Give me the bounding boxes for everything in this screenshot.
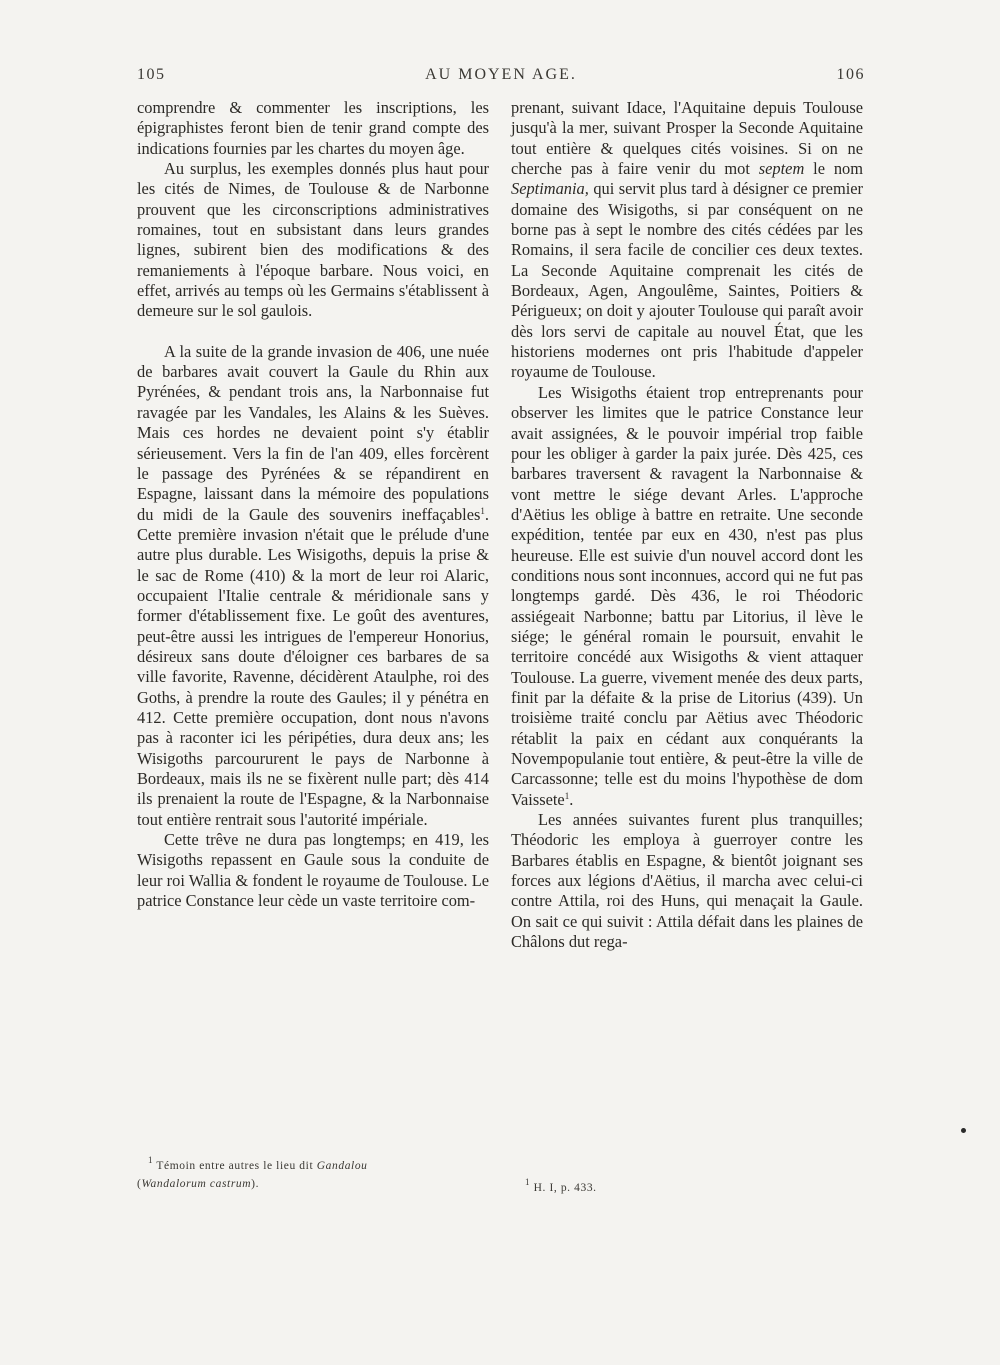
footnote-marker: 1 <box>525 1177 531 1187</box>
paragraph <box>137 342 489 830</box>
running-header <box>137 66 865 90</box>
ink-speck <box>961 1128 966 1133</box>
paragraph-text: Les Wisigoths étaient trop entreprenants pour observer les limites que le patrice Constance leur avait assignées, & le pouvoir impérial trop faible pour les obliger à garder la paix jurée. Dès 425, ces barbares traversent & ravagent la Narbonnaise & vont mettre le siége devant Arles. L'approche d'Aëtius les oblige à battre en retraite. Une seconde expédition, tentée par eux en 430, n'est pas plus heureuse. Elle est suivie d'un nouvel accord dont les conditions nous sont inconnues, accord qui ne fut pas longtemps gardé. Dès 436, le roi Théodoric assiégeait Narbonne; battu par Litorius, il lève le siége; le général romain le poursuit, envahit le territoire concédé aux Wisigoths & vient attaquer Toulouse. La guerre, vivement menée des deux parts, finit par la défaite & la prise de Litorius (439). Un troisième traité conclu par Aëtius avec Théodoric rétablit la paix en cédant aux conquérants la Novempopulanie tout entière, & peut-être la ville de Carcassonne; telle est du moins l'hypothèse de dom Vaissete <box>511 382 863 809</box>
page-number-left: 105 <box>137 66 166 83</box>
footnote-marker: 1 <box>148 1155 154 1165</box>
right-column <box>511 98 863 952</box>
paragraph: comprendre & commenter les inscriptions, les épigraphistes feront bien de tenir grand compte des indications fournies par les chartes du moyen âge. <box>137 98 489 158</box>
footnote-text: H. I, p. 433. <box>530 1182 597 1194</box>
footnote-marker: 1 <box>480 505 485 516</box>
paragraph <box>511 98 863 383</box>
paragraph-text: prenant, suivant Idace, l'Aquitaine depuis Toulouse jusqu'à la mer, suivant Prosper la Seconde Aquitaine tout entière & quelques cités voisines. Si on ne cherche pas à faire venir du mot <box>511 98 863 179</box>
italic-term: Septimania, <box>511 179 589 199</box>
footnote-italic: Wandalorum castrum <box>141 1178 252 1190</box>
footnote-right <box>525 1179 865 1197</box>
paragraph: Les années suivantes furent plus tranquilles; Théodoric les employa à guerroyer contre les Barbares établis en Espagne, & bientôt joignant ses forces aux légions d'Aëtius, il marcha avec celui-ci contre Attila, roi des Huns, qui menaçait la Gaule. On sait ce qui suivit : Attila défait dans les plaines de Châlons dut rega- <box>511 810 863 952</box>
paragraph-text: A la suite de la grande invasion de 406, une nuée de barbares avait couvert la Gaule du Rhin aux Pyrénées, & pendant trois ans, la Narbonnaise fut ravagée par les Vandales, les Alains & les Suèves. Mais ces hordes ne devaient point s'y établir sérieusement. Vers la fin de l'an 409, elles forcèrent le passage des Pyrénées & se répandirent en Espagne, laissant dans la mémoire des populations du midi de la Gaule des souvenirs ineffaçables <box>137 341 489 524</box>
paragraph <box>511 383 863 810</box>
paragraph-text: le nom <box>804 159 863 179</box>
footnote-paren: ). <box>251 1178 260 1190</box>
paragraph-text: qui servit plus tard à désigner ce premier domaine des Wisigoths, si par conséquent on ne borne pas à sept le nombre des cités cédées par les Romains, il sera facile de concilier ces deux textes. La Seconde Aquitaine comprenait les cités de Bordeaux, Agen, Angoulême, Saintes, Poitiers & Périgueux; on doit y ajouter Toulouse qui paraît avoir dès lors servi de capitale au nouvel État, que les historiens modernes ont pris l'habitude d'appeler royaume de Toulouse. <box>511 179 863 382</box>
italic-term: septem <box>758 159 805 179</box>
footnote-marker: 1 <box>564 790 570 801</box>
footnote-italic: Gandalou <box>316 1160 368 1172</box>
paragraph-text: . <box>569 789 574 809</box>
paragraph: Cette trêve ne dura pas longtemps; en 419, les Wisigoths repassent en Gaule sous la conduite de leur roi Wallia & fondent le royaume de Toulouse. Le patrice Constance leur cède un vaste territoire com- <box>137 830 489 911</box>
running-title: AU MOYEN AGE. <box>425 66 577 83</box>
left-column <box>137 98 489 911</box>
footnote-left <box>137 1155 493 1193</box>
paragraph: Au surplus, les exemples donnés plus haut pour les cités de Nimes, de Toulouse & de Narbonne prouvent que les circonscriptions administratives romaines, tout en subsistant dans leurs grandes lignes, subirent bien des modifications & des remaniements à l'époque barbare. Nous voici, en effet, arrivés au temps où les Germains s'établissent à demeure sur le sol gaulois. <box>137 159 489 321</box>
footnote-text: Témoin entre autres le lieu dit <box>153 1160 317 1172</box>
page-number-right: 106 <box>836 66 865 83</box>
paragraph-text: . Cette première invasion n'était que le prélude d'une autre plus durable. Les Wisigoths, depuis la prise & le sac de Rome (410) & la mort de leur roi Alaric, occupaient l'Italie centrale & méridionale sans y former d'établissement fixe. Le goût des aventures, peut-être aussi les intrigues de l'empereur Honorius, désireux sans doute d'éloigner ces barbares de sa ville favorite, Ravenne, décidèrent Ataulphe, roi des Goths, à prendre la route des Gaules; il y pénétra en 412. Cette première occupation, dont nous n'avons pas à raconter ici les péripéties, dura deux ans; les Wisigoths parcoururent le pays de Narbonne à Bordeaux, mais ils ne se fixèrent nulle part; dès 414 ils prenaient la route de l'Espagne, & la Narbonnaise tout entière rentrait sous l'autorité impériale. <box>137 504 489 829</box>
footnote-paren: ( <box>137 1178 142 1190</box>
